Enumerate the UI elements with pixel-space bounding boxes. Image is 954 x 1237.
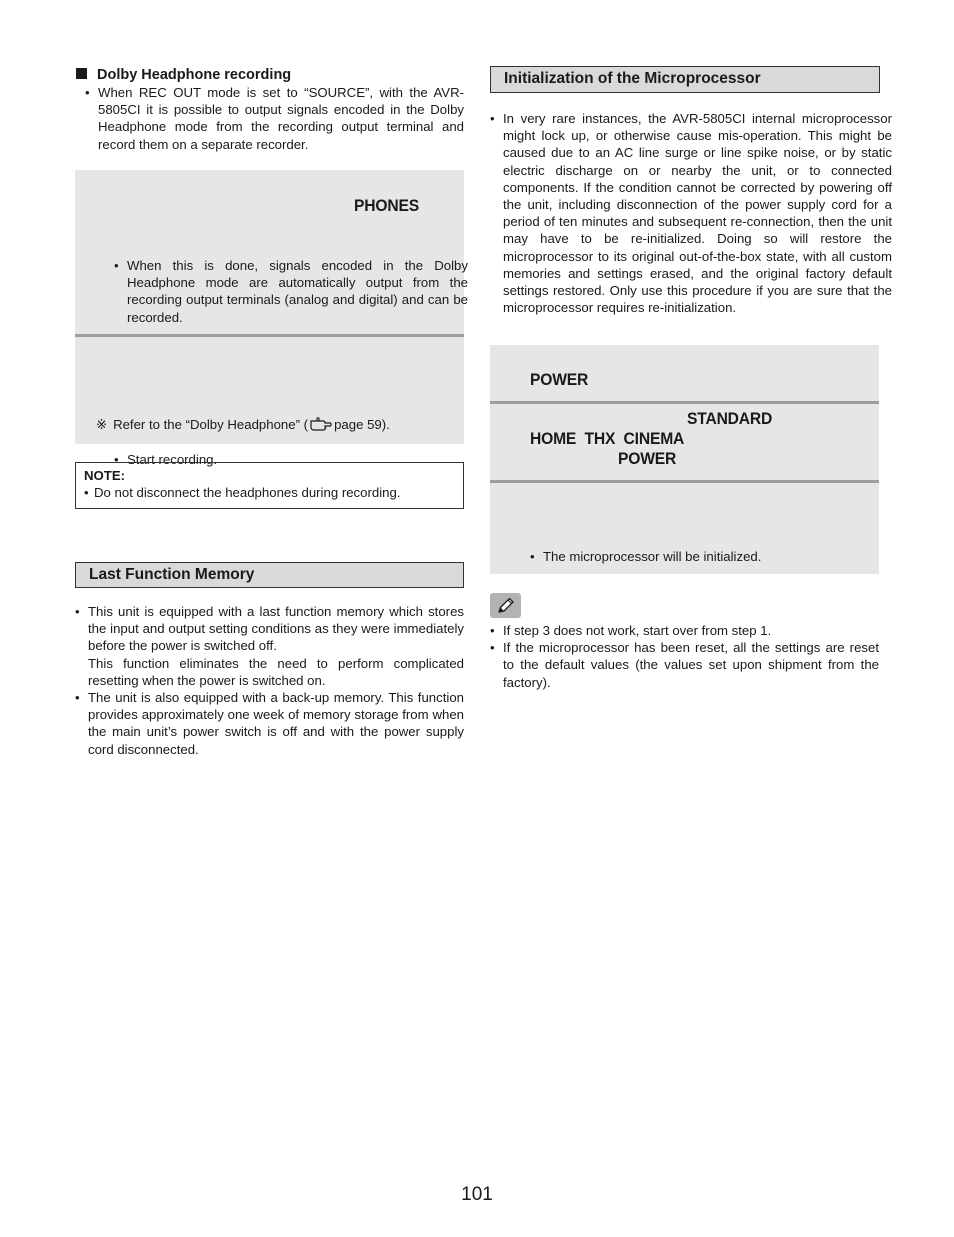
tips-list [490,622,879,691]
note-box [75,462,464,509]
initialization-step3-bullet: • The microprocessor will be initialized. [530,548,883,565]
note-text: • Do not disconnect the headphones during recording. [84,484,455,501]
step-separator [490,480,879,483]
home-thx-cinema-keyword: HOME THX CINEMA [530,429,685,448]
standard-keyword: STANDARD [687,409,773,428]
last-function-memory-heading: Last Function Memory [75,562,464,588]
last-function-memory-body [75,603,464,758]
dolby-headphone-bullet: • When REC OUT mode is set to “SOURCE”, with the AVR-5805CI it is possible to output signals encoded in the Dolby Headphone mode from the recording output terminal and record them on a separate recorder. [85,84,464,153]
dolby-headphone-recording-section [76,66,464,153]
initialization-steps-box [490,345,879,574]
tip-bullet-1: • If step 3 does not work, start over from step 1. [490,622,879,639]
pencil-icon [490,593,521,618]
step-separator [490,401,879,404]
phones-keyword: PHONES [354,196,419,215]
dolby-step-bullet-1: • When this is done, signals encoded in the Dolby Headphone mode are automatically output from the recording output terminals (analog and digital) and can be recorded. [114,257,468,326]
dolby-reference-line: ※ Refer to the “Dolby Headphone” ( page 59). [96,416,456,435]
dolby-headphone-heading: Dolby Headphone recording [76,66,464,84]
dolby-steps-box [75,170,468,467]
last-function-bullet-1: • This unit is equipped with a last function memory which stores the input and output setting conditions as they were immediately before the power is switched off. This function eliminates the need to perform complicated resetting when the power is switched on. [75,603,464,689]
pointing-hand-icon [310,417,332,435]
note-label: NOTE: [84,468,126,483]
reference-mark: ※ [96,417,108,432]
step-separator [75,334,464,337]
power-keyword-step1: POWER [530,370,589,389]
power-keyword-step2: POWER [618,449,677,468]
initialization-bullet: • In very rare instances, the AVR-5805CI internal microprocessor might lock up, or otherwise cause mis-operation. This might be caused due to an AC line surge or line spike noise, or by static electric discharge on or nearby the unit, or to connected components. If the condition cannot be corrected by powering off the unit, including disconnection of the power supply cord for a period of ten minutes and subsequent re-connection, then the unit may have to be re-initialized. Doing so will restore the microprocessor to its original out-of-the-box state, with all custom memories and settings erased, and the original factory default settings restored. Only use this procedure if you are sure that the microprocessor requires re-initialization. [490,110,892,316]
dolby-step-bullet-2: • Start recording. [114,451,468,468]
page-number: 101 [461,1184,493,1205]
initialization-heading: Initialization of the Microprocessor [490,66,880,93]
square-bullet-icon [76,68,87,79]
last-function-bullet-2: • The unit is also equipped with a back-up memory. This function provides approximately one week of memory storage from when the main unit’s power switch is off and with the power supply cord disconnected. [75,689,464,758]
tip-bullet-2: • If the microprocessor has been reset, all the settings are reset to the default values (the values set upon shipment from the factory). [490,639,879,691]
